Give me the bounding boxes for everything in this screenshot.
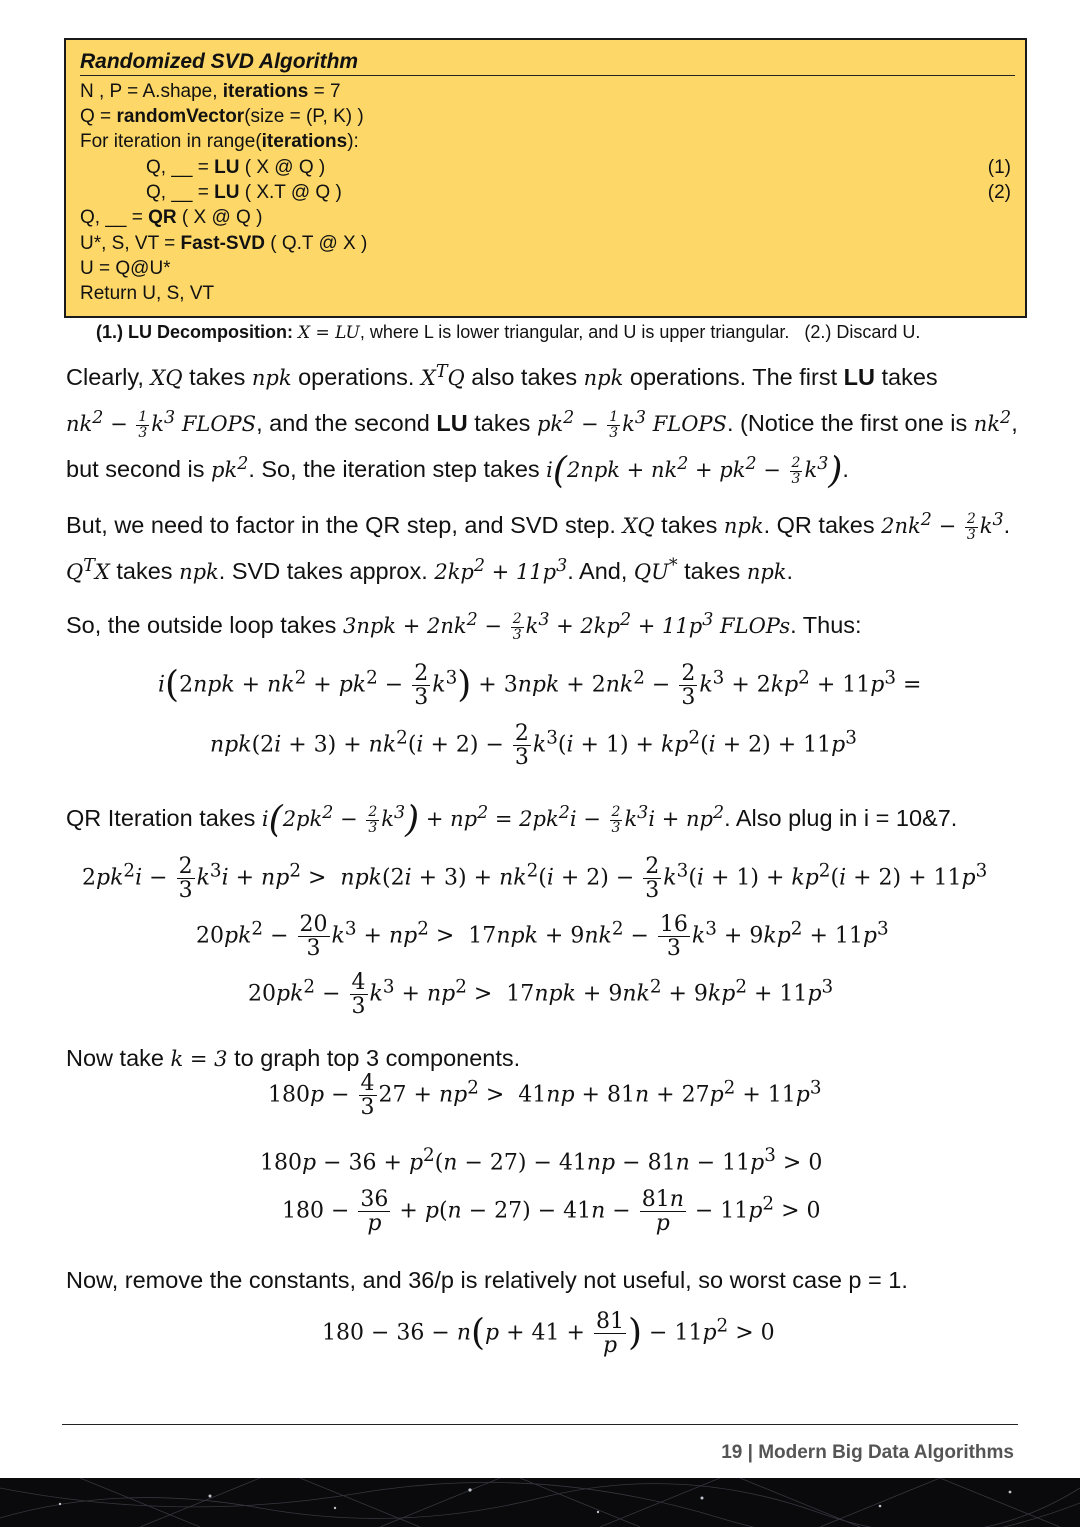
equation-compare-3: $20pk^2$ − $\frac{4}{3}$ $k^3 + np^2 > 17npk + 9nk^2 + 9kp^2 + 11p^3$ bbox=[248, 970, 834, 1020]
decorative-network-band bbox=[0, 1478, 1080, 1527]
equation-compare-1: $2pk^2i$ − $\frac{2}{3}$ $k^3i + np^2 > npk(2i + 3) + nk^2(i + 2)$ − $\frac{2}{3}$ $k^3(i + 1) + kp^2(i + 2) + 11p^3$ bbox=[82, 854, 988, 904]
network-pattern-graphic bbox=[0, 1478, 1080, 1527]
algo-line-5: Q, __ = LU ( X.T @ Q ) bbox=[146, 182, 342, 203]
paragraph-take-k: Now take k = 3 to graph top 3 components. bbox=[66, 1045, 521, 1071]
equation-k3-1: 180p − $\frac{4}{3}$ $27 + np^2 > 41np + 81n + 27p^2 + 11p^3$ bbox=[268, 1071, 822, 1121]
algorithm-footnote: (1.) LU Decomposition: X = LU, where L is lower triangular, and U is upper triangular. (2.) Discard U. bbox=[96, 322, 921, 343]
equation-final: 180 − 36 − n(p + 41 + $\frac{81}{p}$ ) − $11p^2 > 0$ bbox=[322, 1309, 775, 1359]
equation-total-2: $npk(2i + 3) + nk^2(i + 2)$ − $\frac{2}{3}$ $k^3(i + 1) + kp^2(i + 2) + 11p^3$ bbox=[210, 721, 857, 771]
algo-ref-2: (2) bbox=[987, 182, 1011, 203]
footer-rule bbox=[62, 1424, 1018, 1425]
algo-ref-1: (1) bbox=[987, 157, 1011, 178]
paragraph-qr-svd-step: But, we need to factor in the QR step, and SVD step. XQ takes npk. QR takes $2nk^2$ − $\frac{2}{3}$ $k^3$. $Q^TX$ takes npk. SVD takes approx. $2kp^2 + 11p^3$. And, QU* takes npk. bbox=[66, 510, 1011, 584]
paragraph-qr-iteration: QR Iteration takes $i(2pk^2$ − $\frac{2}{3}$ $k^3) + np^2 = 2pk^2i$ − $\frac{2}{3}$ $k^3i + np^2$. Also plug in i = 10&7. bbox=[66, 799, 958, 841]
equation-k3-3: 180 − $\frac{36}{p}$ + p(n − 27) − 41n − $\frac{81n}{p}$ − $11p^2 > 0$ bbox=[282, 1187, 821, 1237]
algorithm-title-rule bbox=[80, 75, 1015, 76]
algo-line-8: U = Q@U* bbox=[80, 258, 171, 279]
algo-line-1: N , P = A.shape, iterations = 7 bbox=[80, 81, 341, 102]
page-footer: 19 | Modern Big Data Algorithms bbox=[721, 1442, 1014, 1463]
algo-line-2: Q = randomVector(size = (P, K) ) bbox=[80, 106, 364, 127]
algo-line-4: Q, __ = LU ( X @ Q ) bbox=[146, 157, 326, 178]
paragraph-flops-lu: Clearly, XQ takes npk operations. $X^TQ$ also takes npk operations. The first LU takes $nk^2$ − $\frac{1}{3}$ $k^3$ FLOPS, and the second LU takes $pk^2$ − $\frac{1}{3}$ $k^3$ FLOPS. (Notice the first one is $nk^2$, but second is $pk^2$. So, the iteration step takes $i(2npk + nk^2 + pk^2$ − $\frac{2}{3}$ $k^3$). bbox=[66, 362, 1018, 492]
paragraph-remove-constants: Now, remove the constants, and 36/p is relatively not useful, so worst case p = 1. bbox=[66, 1267, 908, 1293]
algo-line-6: Q, __ = QR ( X @ Q ) bbox=[80, 207, 263, 228]
algo-line-7: U*, S, VT = Fast-SVD ( Q.T @ X ) bbox=[80, 233, 368, 254]
algorithm-box bbox=[64, 38, 1027, 318]
algo-line-3: For iteration in range(iterations): bbox=[80, 131, 359, 152]
algorithm-title: Randomized SVD Algorithm bbox=[80, 50, 359, 73]
equation-compare-2: $20pk^2$ − $\frac{20}{3}$ $k^3 + np^2 > 17npk + 9nk^2$ − $\frac{16}{3}$ $k^3 + 9kp^2 + 11p^3$ bbox=[196, 912, 889, 962]
paragraph-outside-loop: So, the outside loop takes $3npk + 2nk^2$ − $\frac{2}{3}$ $k^3 + 2kp^2 + 11p^3$ FLOPs. Thus: bbox=[66, 610, 862, 643]
algo-line-9: Return U, S, VT bbox=[80, 283, 215, 304]
equation-total-1: $i(2npk + nk^2 + pk^2$ − $\frac{2}{3}$ $k^3) + 3npk + 2nk^2$ − $\frac{2}{3}$ $k^3 + 2kp^2 + 11p^3$ = bbox=[158, 661, 922, 711]
equation-k3-2: $180p - 36 + p^2(n - 27) - 41np - 81n - 11p^3 > 0$ bbox=[260, 1145, 823, 1176]
